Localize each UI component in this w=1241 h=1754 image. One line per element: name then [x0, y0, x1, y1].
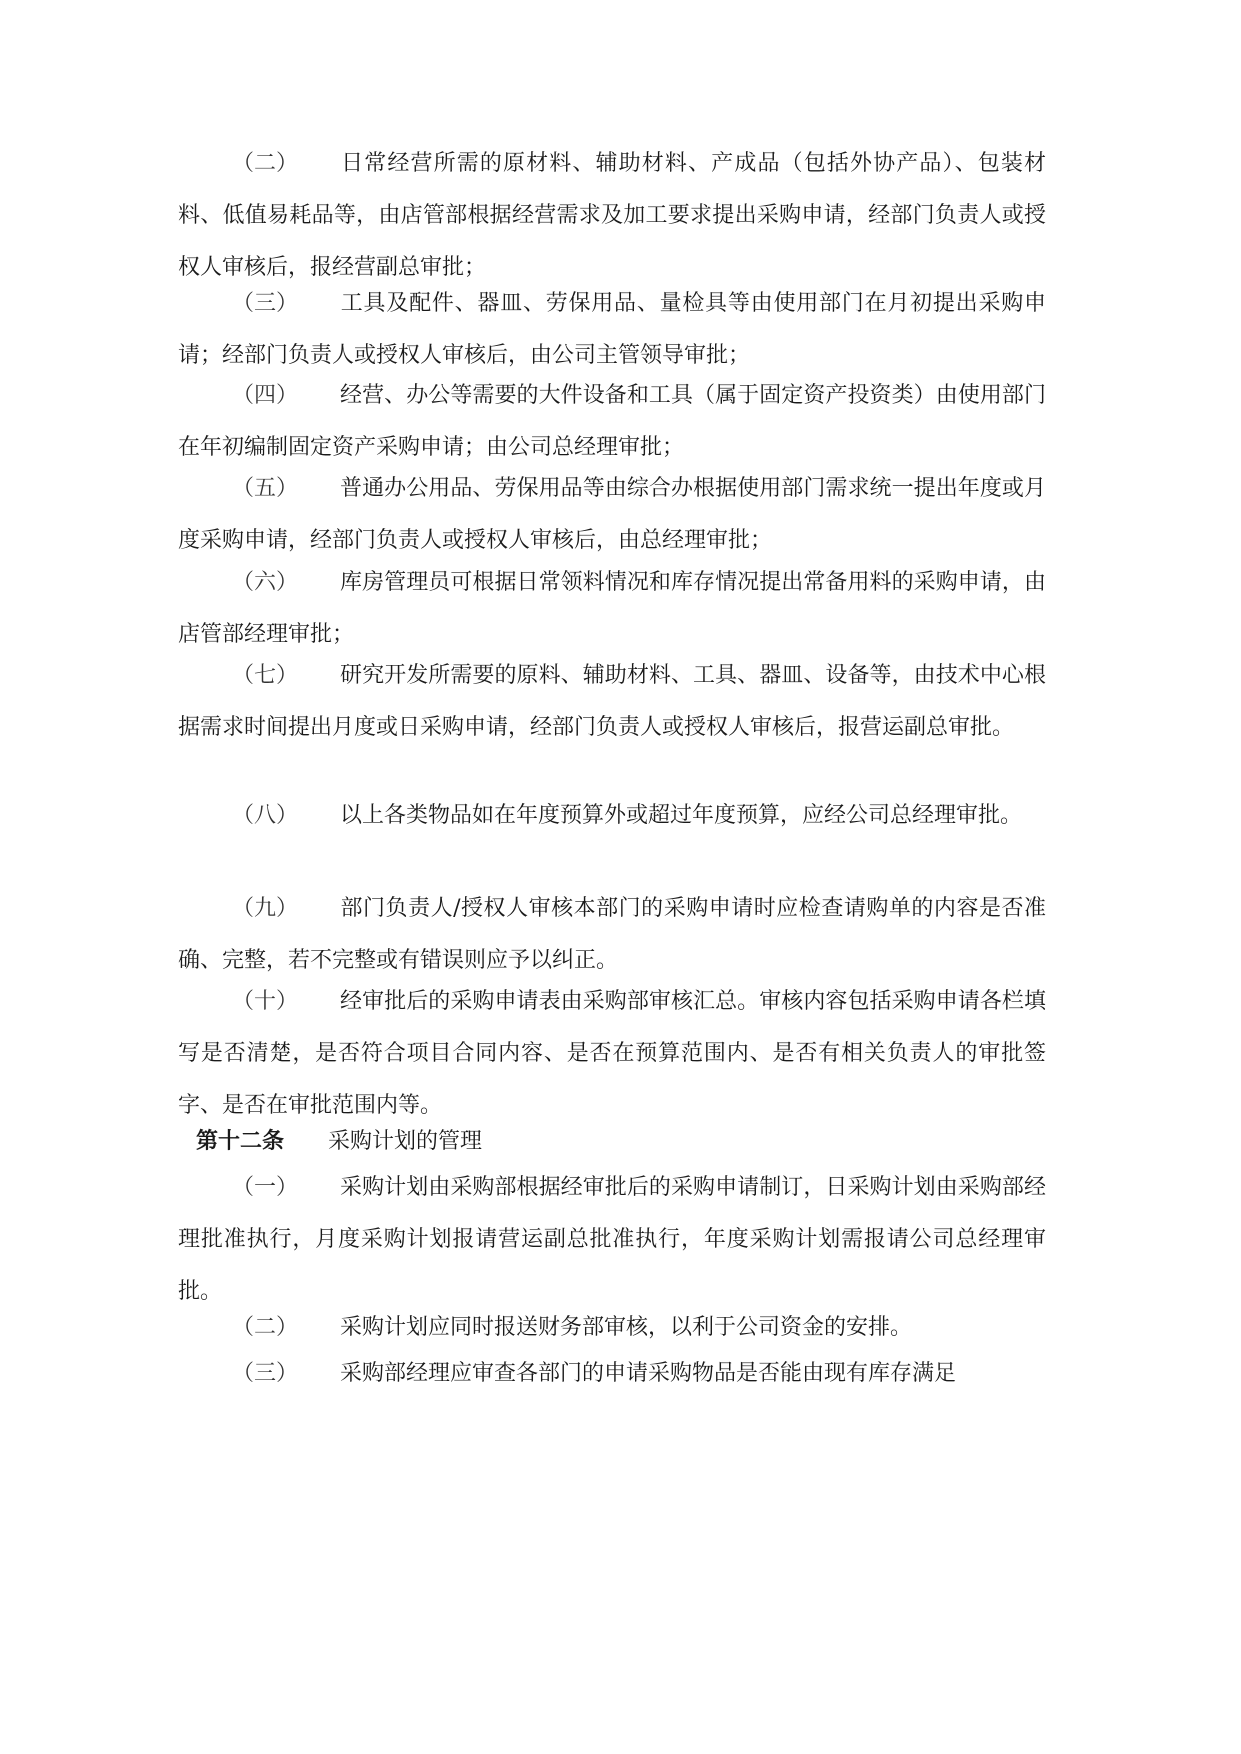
item-text: 以上各类物品如在年度预算外或超过年度预算，应经公司总经理审批。 [340, 803, 1023, 828]
item-number: （二） [232, 151, 299, 176]
item-number: （一） [232, 1175, 299, 1200]
paragraph-item-2 [178, 138, 1046, 294]
item-number: （五） [232, 476, 299, 501]
item-text: 经营、办公等需要的大件设备和工具（属于固定资产投资类）由使用部门在年初编制固定资产采购申请；由公司总经理审批； [178, 383, 1046, 460]
item-number: （七） [232, 663, 299, 688]
paragraph-item-1 [178, 1162, 1046, 1318]
paragraph-item-3b [178, 1348, 1046, 1400]
paragraph-item-7 [178, 650, 1046, 754]
paragraph-item-2b [178, 1302, 1046, 1354]
paragraph-item-3 [178, 278, 1046, 382]
item-text: 采购计划应同时报送财务部审核，以利于公司资金的安排。 [340, 1315, 913, 1340]
item-text: 普通办公用品、劳保用品等由综合办根据使用部门需求统一提出年度或月度采购申请，经部门负责人或授权人审核后，由总经理审批； [178, 476, 1046, 553]
paragraph-item-10 [178, 976, 1046, 1132]
item-text: 采购计划由采购部根据经审批后的采购申请制订，日采购计划由采购部经理批准执行，月度采购计划报请营运副总批准执行，年度采购计划需报请公司总经理审批。 [178, 1175, 1046, 1304]
item-number: （四） [232, 383, 299, 408]
article-title: 采购计划的管理 [328, 1129, 483, 1154]
paragraph-item-4 [178, 370, 1046, 474]
item-text: 部门负责人/授权人审核本部门的采购申请时应检查请购单的内容是否准确、完整，若不完整或有错误则应予以纠正。 [178, 896, 1046, 973]
item-number: （九） [232, 896, 299, 921]
item-number: （十） [232, 989, 299, 1014]
item-number: （三） [232, 1361, 299, 1386]
item-text: 经审批后的采购申请表由采购部审核汇总。审核内容包括采购申请各栏填写是否清楚，是否符合项目合同内容、是否在预算范围内、是否有相关负责人的审批签字、是否在审批范围内等。 [178, 989, 1046, 1118]
item-text: 研究开发所需要的原料、辅助材料、工具、器皿、设备等，由技术中心根据需求时间提出月度或日采购申请，经部门负责人或授权人审核后，报营运副总审批。 [178, 663, 1046, 740]
item-number: （六） [232, 570, 299, 595]
item-text: 库房管理员可根据日常领料情况和库存情况提出常备用料的采购申请，由店管部经理审批； [178, 570, 1046, 647]
paragraph-item-5 [178, 463, 1046, 567]
item-number: （八） [232, 803, 299, 828]
article-12-heading [196, 1116, 482, 1168]
article-label: 第十二条 [196, 1129, 285, 1154]
paragraph-item-8 [178, 790, 1046, 842]
paragraph-item-9 [178, 883, 1046, 987]
item-number: （二） [232, 1315, 299, 1340]
item-text: 采购部经理应审查各部门的申请采购物品是否能由现有库存满足 [340, 1361, 957, 1386]
paragraph-item-6 [178, 557, 1046, 661]
item-number: （三） [232, 291, 299, 316]
item-text: 工具及配件、器皿、劳保用品、量检具等由使用部门在月初提出采购申请；经部门负责人或授权人审核后，由公司主管领导审批； [178, 291, 1046, 368]
item-text: 日常经营所需的原材料、辅助材料、产成品（包括外协产品）、包装材料、低值易耗品等，由店管部根据经营需求及加工要求提出采购申请，经部门负责人或授权人审核后，报经营副总审批； [178, 151, 1046, 280]
